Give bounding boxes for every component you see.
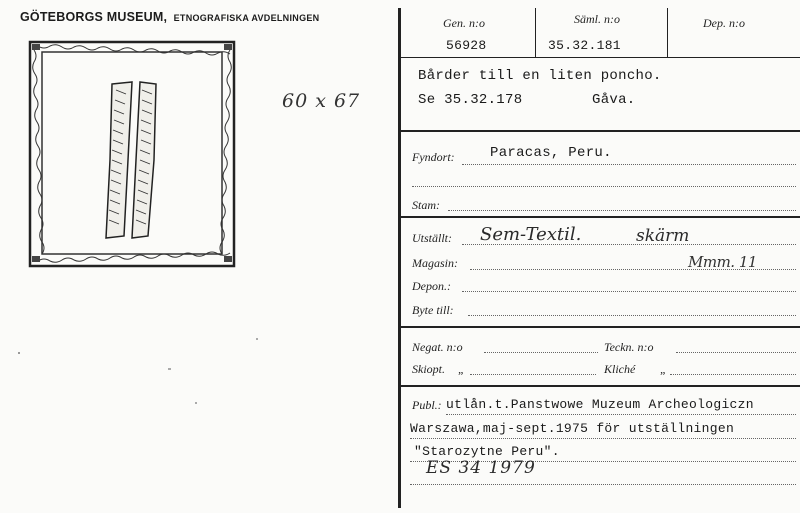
rule-description-bottom bbox=[400, 130, 800, 132]
cliche-ditto: „ bbox=[660, 362, 667, 376]
utstallt-value: Sem-Textil. bbox=[480, 224, 582, 245]
reference-number: Se 35.32.178 bbox=[418, 92, 523, 108]
museum-name: GÖTEBORGS MUSEUM, bbox=[20, 10, 168, 24]
acquisition-type: Gåva. bbox=[592, 92, 636, 108]
description-line: Bårder till en liten poncho. bbox=[418, 68, 662, 84]
publ-line-2: Warszawa,maj-sept.1975 för utställningen bbox=[410, 421, 735, 436]
cliche-label: Kliché bbox=[604, 362, 636, 376]
object-sketch bbox=[28, 40, 240, 272]
stam-line bbox=[448, 210, 796, 211]
speck bbox=[18, 352, 20, 354]
department-name: ETNOGRAFISKA AVDELNINGEN bbox=[173, 13, 320, 23]
gen-number: 56928 bbox=[446, 38, 487, 53]
gen-label: Gen. n:o bbox=[443, 16, 485, 30]
teckn-label: Teckn. n:o bbox=[604, 340, 654, 354]
divider-gen-saml bbox=[535, 8, 536, 58]
rule-numbers-bottom bbox=[400, 57, 800, 58]
publ-handwritten: ES 34 1979 bbox=[426, 458, 536, 478]
depon-label: Depon.: bbox=[412, 279, 451, 293]
magasin-line bbox=[470, 269, 796, 270]
cliche-line bbox=[670, 374, 796, 375]
utstallt-line bbox=[462, 244, 796, 245]
rule-stam-bottom bbox=[400, 216, 800, 218]
publ-label: Publ.: bbox=[412, 398, 442, 412]
byte-label: Byte till: bbox=[412, 303, 454, 317]
speck bbox=[168, 368, 171, 370]
dimensions-note: 60 x 67 bbox=[282, 90, 361, 112]
magasin-value: Mmm. 11 bbox=[688, 253, 757, 271]
rule-cliche-bottom bbox=[400, 385, 800, 387]
divider-saml-dep bbox=[667, 8, 668, 58]
skiopt-line bbox=[470, 374, 596, 375]
negat-label: Negat. n:o bbox=[412, 340, 463, 354]
fyndort-value: Paracas, Peru. bbox=[490, 145, 612, 161]
publ-dots-2 bbox=[410, 438, 796, 439]
negat-line bbox=[484, 352, 598, 353]
card-header bbox=[20, 8, 319, 26]
stam-label: Stam: bbox=[412, 198, 440, 212]
utstallt-extra: skärm bbox=[636, 226, 690, 246]
saml-label: Säml. n:o bbox=[574, 12, 620, 26]
fyndort-line-2 bbox=[412, 186, 796, 187]
form-left-border bbox=[398, 8, 401, 508]
byte-line bbox=[468, 315, 796, 316]
publ-line-3: "Starozytne Peru". bbox=[414, 444, 560, 459]
rule-byte-bottom bbox=[400, 326, 800, 328]
saml-number: 35.32.181 bbox=[548, 38, 621, 53]
fyndort-line bbox=[462, 164, 796, 165]
publ-line-1: utlån.t.Panstwowe Muzeum Archeologiczn bbox=[446, 397, 754, 412]
skiopt-label: Skiopt. bbox=[412, 362, 445, 376]
dep-label: Dep. n:o bbox=[703, 16, 745, 30]
depon-line bbox=[462, 291, 796, 292]
magasin-label: Magasin: bbox=[412, 256, 458, 270]
teckn-line bbox=[676, 352, 796, 353]
publ-dots-4 bbox=[410, 484, 796, 485]
speck bbox=[195, 402, 197, 404]
utstallt-label: Utställt: bbox=[412, 231, 453, 245]
publ-dots-1 bbox=[446, 414, 796, 415]
skiopt-ditto: „ bbox=[458, 362, 465, 376]
fyndort-label: Fyndort: bbox=[412, 150, 455, 164]
speck bbox=[256, 338, 258, 340]
